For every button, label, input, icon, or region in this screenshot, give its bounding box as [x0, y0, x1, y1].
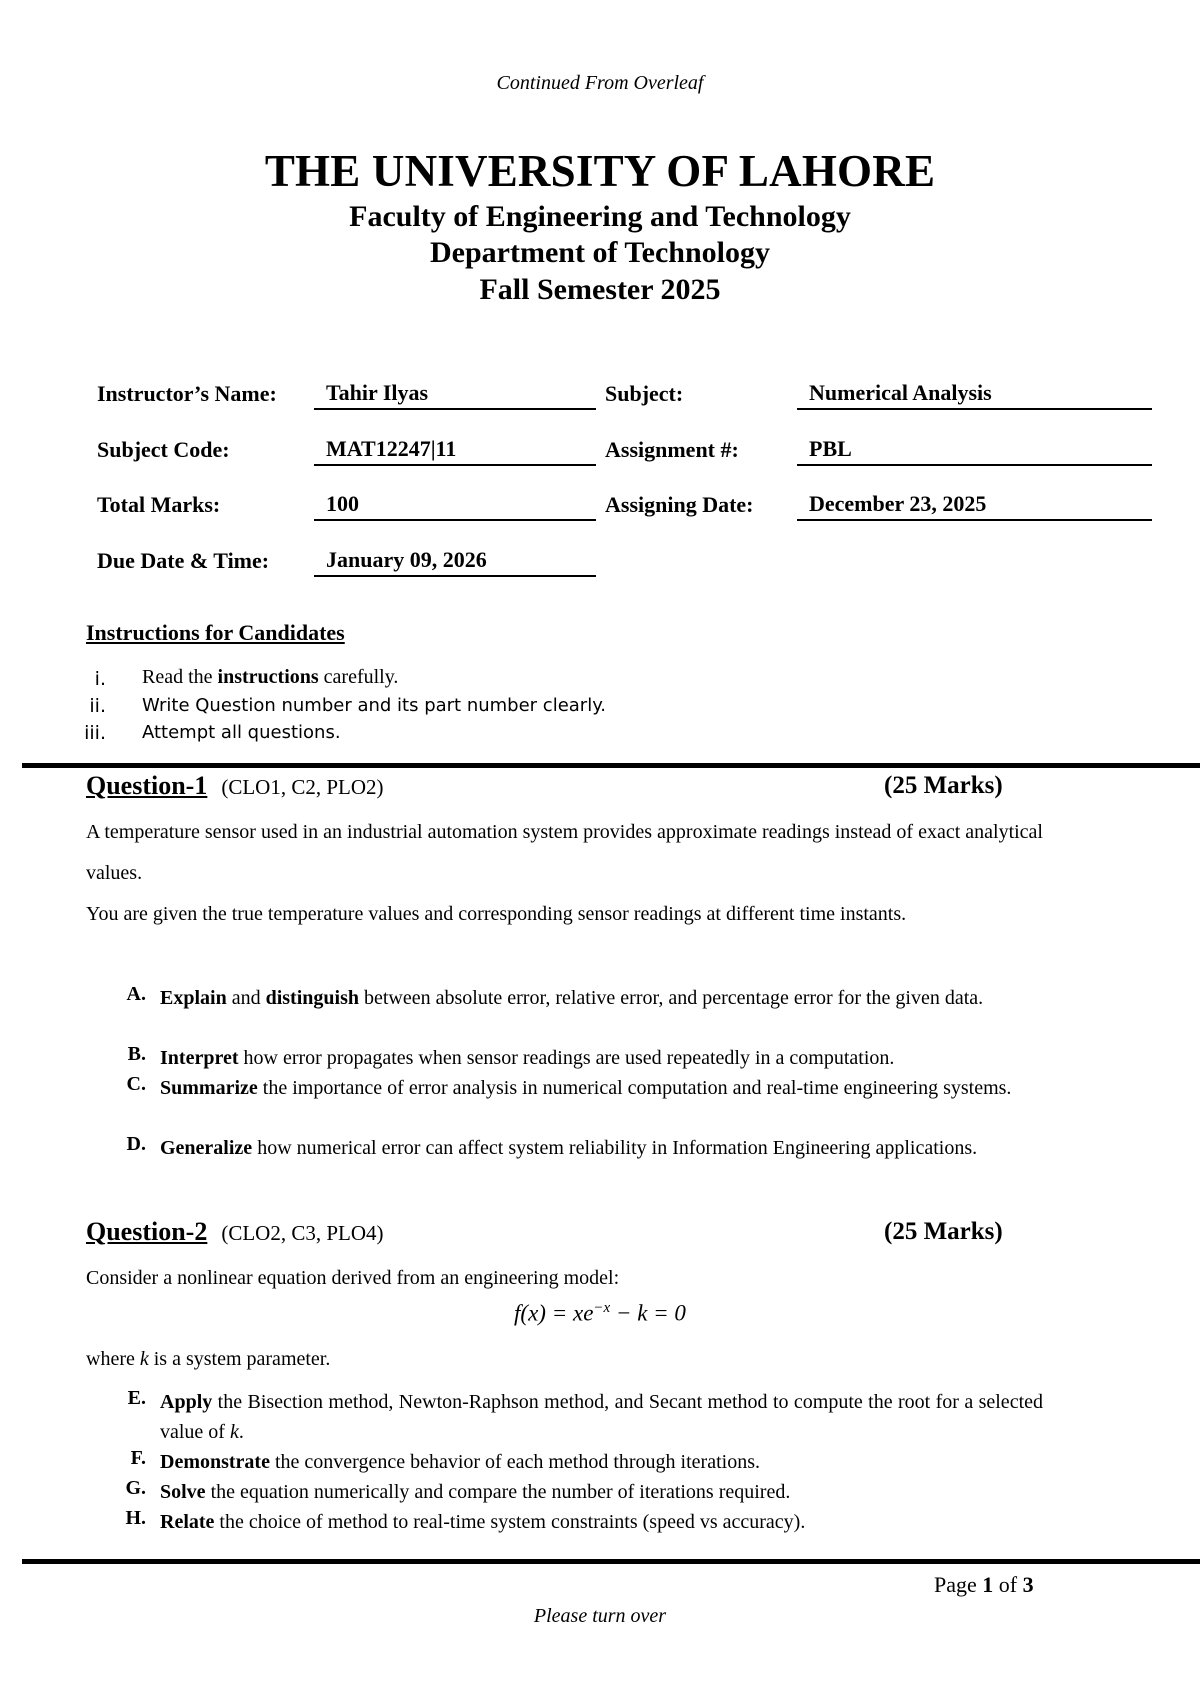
question-2-intro: Consider a nonlinear equation derived from an engineering model:	[86, 1267, 620, 1289]
question-1-part-d	[160, 1133, 1043, 1163]
question-1-marks: (25 Marks)	[884, 772, 1003, 799]
subject-code-value: MAT12247|11	[314, 436, 596, 466]
faculty-title: Faculty of Engineering and Technology	[349, 200, 851, 233]
continued-note: Continued From Overleaf	[496, 72, 704, 94]
instruction-item: Attempt all questions.	[142, 722, 341, 743]
part-verb: Generalize	[160, 1137, 253, 1159]
assignment-value: PBL	[797, 436, 1152, 466]
question-1-title: Question-1	[86, 771, 208, 800]
part-letter: F.	[130, 1447, 146, 1469]
subject-label: Subject:	[605, 381, 684, 406]
subject-value: Numerical Analysis	[797, 380, 1152, 410]
part-verb: Solve	[160, 1481, 206, 1503]
question-2-meta: (CLO2, C3, PLO4)	[221, 1221, 384, 1245]
instruction-number: iii.	[84, 722, 106, 744]
page-current: 1	[982, 1572, 994, 1597]
part-letter: G.	[125, 1477, 146, 1499]
question-1-para-2: You are given the true temperature values and corresponding sensor readings at different time instants.	[86, 903, 907, 925]
instructor-label: Instructor’s Name:	[97, 381, 277, 406]
subject-code-label: Subject Code:	[97, 437, 230, 462]
instructions-title: Instructions for Candidates	[86, 620, 345, 645]
where-text: is a system parameter.	[148, 1348, 331, 1370]
assigning-date-value: December 23, 2025	[797, 491, 1152, 521]
where-var: k	[139, 1348, 149, 1370]
part-verb: Relate	[160, 1511, 215, 1533]
part-verb: Interpret	[160, 1047, 239, 1069]
instruction-text: Read the	[142, 666, 218, 688]
part-text: between absolute error, relative error, and percentage error for the given data.	[358, 987, 984, 1009]
page-of: of	[993, 1572, 1023, 1597]
instructor-value: Tahir Ilyas	[314, 380, 596, 410]
part-var: k	[229, 1421, 239, 1443]
due-date-value: January 09, 2026	[314, 547, 596, 577]
page-total: 3	[1022, 1572, 1034, 1597]
part-text: the importance of error analysis in numerical computation and real-time engineering systems.	[257, 1077, 1012, 1099]
instruction-item: Write Question number and its part number clearly.	[142, 695, 607, 716]
part-text: how error propagates when sensor readings are used repeatedly in a computation.	[238, 1047, 895, 1069]
page-number	[934, 1572, 1034, 1598]
part-letter: E.	[127, 1387, 146, 1409]
instruction-number: ii.	[89, 695, 106, 717]
question-1-part-c	[160, 1073, 1043, 1103]
part-letter: A.	[126, 983, 146, 1005]
question-1-part-a	[160, 983, 1043, 1013]
part-text: the Bisection method, Newton-Raphson method, and Secant method to compute the root for a selected value of	[160, 1391, 1043, 1443]
question-2-header	[86, 1217, 384, 1247]
question-1-header	[86, 771, 384, 801]
part-letter: D.	[126, 1133, 146, 1155]
equation	[0, 1300, 1200, 1327]
question-2-marks: (25 Marks)	[884, 1218, 1003, 1245]
part-verb: Summarize	[160, 1077, 258, 1099]
equation-exponent: −x	[593, 1300, 611, 1316]
part-text: the choice of method to real-time system constraints (speed vs accuracy).	[214, 1511, 806, 1533]
part-letter: C.	[126, 1073, 146, 1095]
part-verb: distinguish	[265, 987, 359, 1009]
part-verb: Demonstrate	[160, 1451, 270, 1473]
part-verb: Explain	[160, 987, 227, 1009]
instruction-bold: instructions	[217, 666, 319, 688]
instruction-text: carefully.	[318, 666, 399, 688]
semester-title: Fall Semester 2025	[479, 273, 721, 306]
instruction-item	[142, 666, 398, 689]
turn-over-note: Please turn over	[533, 1605, 667, 1627]
part-text: .	[238, 1421, 244, 1443]
question-2-title: Question-2	[86, 1217, 208, 1246]
instruction-number: i.	[94, 668, 106, 690]
due-date-label: Due Date & Time:	[97, 548, 270, 573]
question-2-part-g	[160, 1477, 1043, 1507]
department-title: Department of Technology	[430, 236, 770, 269]
assignment-label: Assignment #:	[605, 437, 739, 462]
equation-rhs: − k = 0	[610, 1300, 686, 1326]
question-2-part-f	[160, 1447, 1043, 1477]
question-2-where	[86, 1339, 1043, 1380]
question-2-part-e	[160, 1387, 1043, 1447]
part-text: the equation numerically and compare the number of iterations required.	[205, 1481, 791, 1503]
part-text: and	[226, 987, 266, 1009]
assigning-date-label: Assigning Date:	[605, 492, 754, 517]
where-text: where	[86, 1348, 140, 1370]
question-2-part-h	[160, 1507, 1043, 1537]
equation-lhs: f(x) = xe	[514, 1300, 594, 1326]
part-verb: Apply	[160, 1391, 213, 1413]
university-title: THE UNIVERSITY OF LAHORE	[264, 146, 936, 196]
question-1-para-1: A temperature sensor used in an industrial automation system provides approximate readings instead of exact analytical values.	[86, 821, 1043, 884]
total-marks-value: 100	[314, 491, 596, 521]
part-text: the convergence behavior of each method through iterations.	[269, 1451, 760, 1473]
part-text: how numerical error can affect system reliability in Information Engineering applications.	[252, 1137, 978, 1159]
divider	[22, 763, 1200, 768]
part-letter: B.	[127, 1043, 146, 1065]
total-marks-label: Total Marks:	[97, 492, 221, 517]
question-1-meta: (CLO1, C2, PLO2)	[221, 775, 384, 799]
page-word: Page	[934, 1572, 983, 1597]
part-letter: H.	[125, 1507, 146, 1529]
question-1-part-b	[160, 1043, 1043, 1073]
divider	[22, 1559, 1200, 1564]
